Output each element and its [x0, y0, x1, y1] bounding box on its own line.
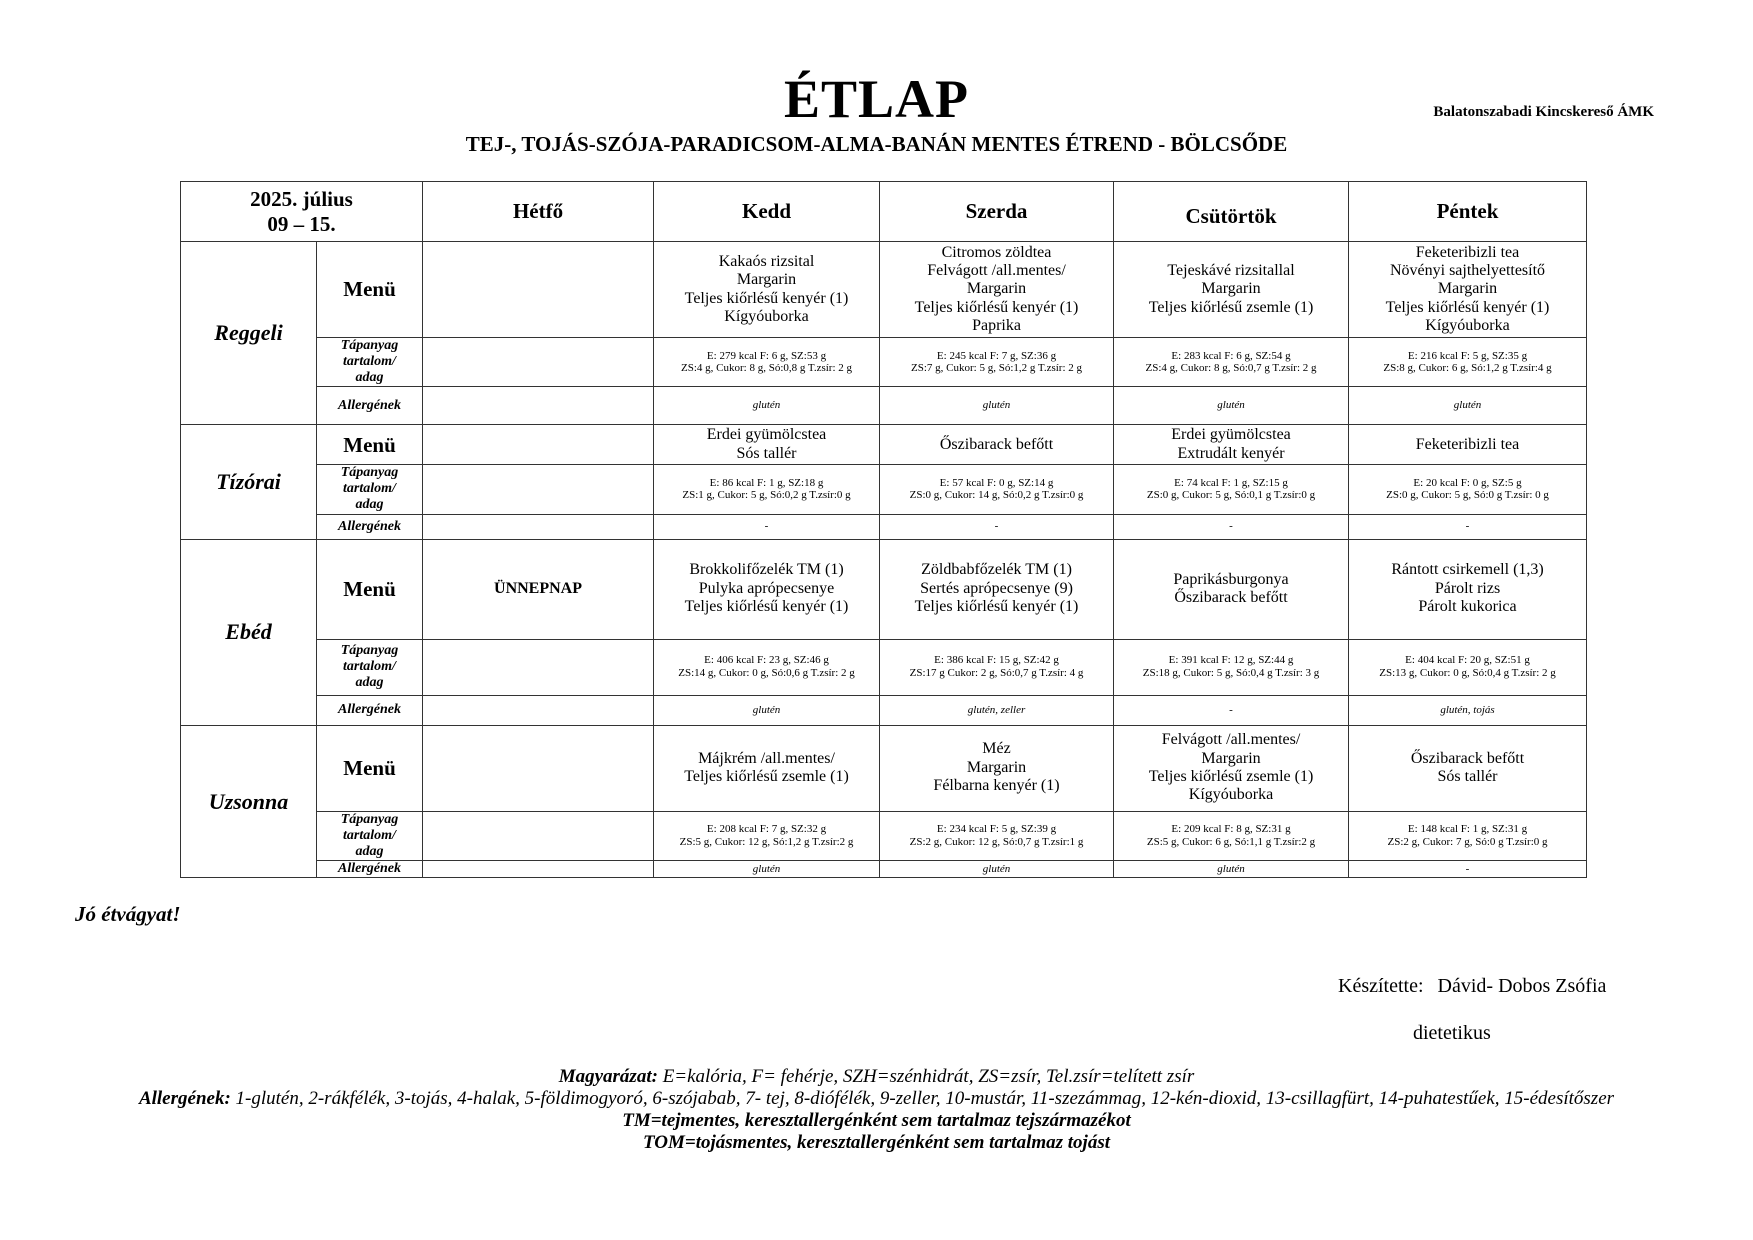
holiday-label: ÜNNEPNAP — [494, 579, 583, 597]
nutrition-line: ZS:18 g, Cukor: 5 g, Só:0,4 g T.zsír: 3 g — [1142, 667, 1320, 680]
page-subtitle: TEJ-, TOJÁS-SZÓJA-PARADICSOM-ALMA-BANÁN MENTES ÉTREND - BÖLCSŐDE — [465, 132, 1288, 156]
legend-abbreviations — [100, 1066, 1653, 1088]
menu-item: Sós tallér — [736, 444, 797, 462]
menu-item: Citromos zöldtea — [941, 243, 1052, 261]
menu-item: Feketeribizli tea — [1415, 435, 1520, 453]
menu-row-label: Menü — [317, 242, 423, 338]
meal-name: Uzsonna — [181, 725, 317, 877]
tm-note: TM=tejmentes, keresztallergénként sem tartalmaz tejszármazékot — [622, 1110, 1131, 1131]
nutrition-label-line: Tápanyag — [340, 642, 399, 658]
day-header-tuesday: Kedd — [654, 182, 880, 242]
nutrition-line: E: 148 kcal F: 1 g, SZ:31 g — [1407, 823, 1528, 836]
nutrition-line: E: 57 kcal F: 0 g, SZ:14 g — [939, 476, 1054, 489]
allergens-text: 1-glutén, 2-rákfélék, 3-tojás, 4-halak, 5-földimogyoró, 6-szójabab, 7- tej, 8-diófélék, 9-zeller, 10-mustár, 11-szezámmag, 12-kén-dioxid, 13-csillagfürt, 14-puhatestűek, 15-édesítőszer — [230, 1088, 1615, 1109]
nutrition-line: E: 283 kcal F: 6 g, SZ:54 g — [1171, 349, 1291, 362]
prepared-by-label: Készítette: — [1338, 975, 1424, 997]
nutrition-cell-tuesday — [654, 639, 880, 695]
menu-row-label: Menü — [317, 539, 423, 639]
day-header-wednesday: Szerda — [880, 182, 1114, 242]
menu-item: Kakaós rizsital — [718, 252, 815, 270]
meal-menu-row — [181, 425, 1587, 465]
menu-item: Májkrém /all.mentes/ — [698, 749, 835, 767]
nutrition-line: ZS:4 g, Cukor: 8 g, Só:0,7 g T.zsír: 2 g — [1145, 362, 1317, 375]
nutrition-cell-monday — [423, 639, 654, 695]
nutrition-line: E: 20 kcal F: 0 g, SZ:5 g — [1413, 476, 1522, 489]
day-header-thursday: Csütörtök — [1114, 182, 1349, 242]
menu-cell-thursday — [1114, 539, 1349, 639]
menu-item: Méz — [982, 740, 1011, 758]
menu-item: Teljes kiőrlésű kenyér (1) — [914, 598, 1079, 616]
menu-item: Margarin — [736, 271, 797, 289]
legend-label: Magyarázat: — [558, 1066, 658, 1087]
nutrition-label-line: tartalom/ — [343, 354, 396, 370]
nutrition-line: ZS:1 g, Cukor: 5 g, Só:0,2 g T.zsír:0 g — [682, 489, 851, 502]
menu-cell-monday — [423, 425, 654, 465]
menu-cell-wednesday — [880, 242, 1114, 338]
allergen-cell-thursday: glutén — [1114, 860, 1349, 877]
menu-item: Tejeskávé rizsitallal — [1167, 261, 1295, 279]
allergen-row-label: Allergének — [317, 514, 423, 539]
menu-item: Margarin — [1437, 280, 1498, 298]
menu-item: Margarin — [1201, 280, 1261, 298]
menu-cell-tuesday — [654, 725, 880, 811]
menu-item: Teljes kiőrlésű kenyér (1) — [684, 289, 849, 307]
allergen-cell-monday — [423, 387, 654, 425]
menu-item: Teljes kiőrlésű zsemle (1) — [1148, 768, 1314, 786]
meal-allergen-row — [181, 514, 1587, 539]
meal-allergen-row — [181, 695, 1587, 725]
nutrition-cell-thursday — [1114, 465, 1349, 514]
nutrition-cell-tuesday — [654, 465, 880, 514]
nutrition-cell-thursday — [1114, 811, 1349, 860]
allergen-cell-wednesday: - — [880, 514, 1114, 539]
allergen-cell-friday: - — [1349, 860, 1587, 877]
allergen-cell-tuesday: glutén — [654, 860, 880, 877]
meal-name: Tízórai — [181, 425, 317, 539]
menu-item: Extrudált kenyér — [1177, 444, 1285, 462]
menu-cell-monday — [423, 242, 654, 338]
date-line-1: 2025. július — [250, 187, 353, 212]
menu-cell-monday — [423, 725, 654, 811]
menu-cell-monday — [423, 539, 654, 639]
nutrition-line: E: 234 kcal F: 5 g, SZ:39 g — [936, 823, 1057, 836]
meal-menu-row — [181, 725, 1587, 811]
menu-item: Kígyóuborka — [724, 307, 809, 325]
menu-cell-thursday — [1114, 425, 1349, 465]
nutrition-line: E: 209 kcal F: 8 g, SZ:31 g — [1171, 823, 1291, 836]
nutrition-label-line: adag — [355, 675, 384, 691]
nutrition-row-label — [317, 338, 423, 387]
menu-item: Őszibarack befőtt — [1410, 749, 1525, 767]
menu-cell-friday — [1349, 725, 1587, 811]
nutrition-cell-friday — [1349, 465, 1587, 514]
nutrition-cell-friday — [1349, 811, 1587, 860]
allergen-cell-tuesday: glutén — [654, 387, 880, 425]
menu-item: Erdei gyümölcstea — [1171, 426, 1291, 444]
nutrition-label-line: tartalom/ — [343, 659, 396, 675]
nutrition-line: ZS:0 g, Cukor: 5 g, Só:0 g T.zsír: 0 g — [1386, 489, 1549, 502]
menu-item: Teljes kiőrlésű zsemle (1) — [1148, 298, 1314, 316]
nutrition-cell-tuesday — [654, 811, 880, 860]
menu-item: Őszibarack befőtt — [939, 435, 1054, 453]
page-title: ÉTLAP — [783, 69, 970, 129]
nutrition-cell-wednesday — [880, 338, 1114, 387]
menu-cell-tuesday — [654, 425, 880, 465]
menu-item: Pulyka aprópecsenye — [698, 579, 835, 597]
nutrition-line: ZS:8 g, Cukor: 6 g, Só:1,2 g T.zsír:4 g — [1383, 362, 1552, 375]
nutrition-label-line: tartalom/ — [343, 481, 396, 497]
menu-item: Kígyóuborka — [1425, 317, 1510, 335]
nutrition-cell-monday — [423, 465, 654, 514]
menu-cell-wednesday — [880, 539, 1114, 639]
menu-item: Teljes kiőrlésű kenyér (1) — [914, 298, 1079, 316]
allergen-cell-wednesday: glutén, zeller — [880, 695, 1114, 725]
allergen-row-label: Allergének — [317, 387, 423, 425]
nutrition-line: E: 406 kcal F: 23 g, SZ:46 g — [704, 654, 829, 667]
tom-note: TOM=tojásmentes, keresztallergénként sem tartalmaz tojást — [642, 1132, 1111, 1153]
menu-item: Paprikásburgonya — [1173, 570, 1289, 588]
menu-item: Sós tallér — [1437, 768, 1498, 786]
nutrition-row-label — [317, 811, 423, 860]
meal-name: Ebéd — [181, 539, 317, 725]
menu-item: Feketeribizli tea — [1415, 243, 1520, 261]
allergen-row-label: Allergének — [317, 860, 423, 877]
allergen-cell-tuesday: - — [654, 514, 880, 539]
allergen-cell-monday — [423, 514, 654, 539]
menu-cell-thursday — [1114, 725, 1349, 811]
menu-cell-wednesday — [880, 425, 1114, 465]
menu-item: Margarin — [966, 280, 1027, 298]
allergen-cell-monday — [423, 860, 654, 877]
prepared-by — [1338, 975, 1606, 998]
menu-cell-friday — [1349, 425, 1587, 465]
meal-allergen-row — [181, 860, 1587, 877]
allergen-cell-friday: - — [1349, 514, 1587, 539]
nutrition-line: ZS:5 g, Cukor: 6 g, Só:1,1 g T.zsír:2 g — [1146, 835, 1316, 848]
meal-menu-row — [181, 539, 1587, 639]
meal-name: Reggeli — [181, 242, 317, 425]
allergen-cell-friday: glutén, tojás — [1349, 695, 1587, 725]
nutrition-cell-friday — [1349, 338, 1587, 387]
menu-item: Félbarna kenyér (1) — [933, 777, 1060, 795]
nutrition-line: ZS:2 g, Cukor: 7 g, Só:0 g T.zsír:0 g — [1387, 835, 1548, 848]
nutrition-line: E: 404 kcal F: 20 g, SZ:51 g — [1405, 654, 1530, 667]
allergens-label: Allergének: — [138, 1088, 231, 1109]
menu-cell-wednesday — [880, 725, 1114, 811]
menu-table — [180, 181, 1587, 878]
nutrition-cell-wednesday — [880, 465, 1114, 514]
greeting: Jó étvágyat! — [75, 902, 181, 926]
menu-row-label: Menü — [317, 425, 423, 465]
header-row — [181, 182, 1587, 242]
allergen-cell-friday: glutén — [1349, 387, 1587, 425]
menu-item: Kígyóuborka — [1188, 786, 1274, 804]
nutrition-line: E: 386 kcal F: 15 g, SZ:42 g — [934, 654, 1059, 667]
nutrition-label-line: Tápanyag — [340, 811, 399, 827]
menu-item: Rántott csirkemell (1,3) — [1391, 561, 1544, 579]
nutrition-label-line: adag — [355, 497, 384, 513]
nutrition-row-label — [317, 465, 423, 514]
nutrition-line: ZS:2 g, Cukor: 12 g, Só:0,7 g T.zsír:1 g — [909, 835, 1084, 848]
menu-item: Teljes kiőrlésű zsemle (1) — [684, 768, 849, 786]
date-range-cell — [181, 182, 423, 242]
nutrition-line: E: 74 kcal F: 1 g, SZ:15 g — [1174, 476, 1288, 489]
nutrition-label-line: Tápanyag — [340, 465, 399, 481]
meal-nutrition-row — [181, 465, 1587, 514]
day-header-friday: Péntek — [1349, 182, 1587, 242]
menu-item: Zöldbabfőzelék TM (1) — [921, 561, 1072, 579]
allergen-cell-thursday: - — [1114, 514, 1349, 539]
meal-menu-row — [181, 242, 1587, 338]
nutrition-row-label — [317, 639, 423, 695]
allergen-cell-thursday: glutén — [1114, 387, 1349, 425]
menu-item: Brokkolifőzelék TM (1) — [689, 561, 844, 579]
allergen-cell-wednesday: glutén — [880, 860, 1114, 877]
legend — [100, 1066, 1653, 1154]
allergen-cell-wednesday: glutén — [880, 387, 1114, 425]
menu-cell-tuesday — [654, 539, 880, 639]
menu-item: Őszibarack befőtt — [1174, 589, 1288, 607]
nutrition-cell-tuesday — [654, 338, 880, 387]
nutrition-cell-monday — [423, 338, 654, 387]
nutrition-line: ZS:17 g Cukor: 2 g, Só:0,7 g T.zsír: 4 g — [909, 667, 1084, 680]
legend-text: E=kalória, F= fehérje, SZH=szénhidrát, ZS=zsír, Tel.zsír=telített zsír — [657, 1066, 1195, 1087]
legend-allergens — [100, 1088, 1653, 1110]
nutrition-cell-friday — [1349, 639, 1587, 695]
nutrition-line: ZS:14 g, Cukor: 0 g, Só:0,6 g T.zsír: 2 g — [678, 667, 855, 680]
nutrition-cell-thursday — [1114, 338, 1349, 387]
menu-item: Paprika — [972, 317, 1021, 335]
menu-item: Párolt rizs — [1434, 579, 1501, 597]
menu-item: Teljes kiőrlésű kenyér (1) — [1385, 298, 1550, 316]
preparer-role: dietetikus — [1413, 1022, 1491, 1044]
menu-cell-thursday — [1114, 242, 1349, 338]
menu-cell-tuesday — [654, 242, 880, 338]
date-line-2: 09 – 15. — [267, 211, 336, 236]
menu-item: Margarin — [966, 758, 1027, 776]
allergen-cell-tuesday: glutén — [654, 695, 880, 725]
menu-cell-friday — [1349, 242, 1587, 338]
nutrition-line: E: 216 kcal F: 5 g, SZ:35 g — [1407, 349, 1528, 362]
menu-item: Sertés aprópecsenye (9) — [920, 579, 1073, 597]
menu-item: Margarin — [1201, 749, 1261, 767]
nutrition-label-line: adag — [355, 370, 384, 386]
allergen-cell-monday — [423, 695, 654, 725]
meal-allergen-row — [181, 387, 1587, 425]
menu-cell-friday — [1349, 539, 1587, 639]
menu-item: Teljes kiőrlésű kenyér (1) — [684, 598, 849, 616]
nutrition-line: ZS:4 g, Cukor: 8 g, Só:0,8 g T.zsír: 2 g — [681, 362, 853, 375]
nutrition-cell-thursday — [1114, 639, 1349, 695]
nutrition-line: E: 391 kcal F: 12 g, SZ:44 g — [1168, 654, 1294, 667]
nutrition-label-line: adag — [355, 843, 384, 859]
menu-row-label: Menü — [317, 725, 423, 811]
nutrition-line: E: 208 kcal F: 7 g, SZ:32 g — [706, 823, 827, 836]
menu-item: Erdei gyümölcstea — [706, 426, 827, 444]
meal-nutrition-row — [181, 338, 1587, 387]
allergen-cell-thursday: - — [1114, 695, 1349, 725]
allergen-row-label: Allergének — [317, 695, 423, 725]
nutrition-line: ZS:13 g, Cukor: 0 g, Só:0,4 g T.zsír: 2 g — [1379, 667, 1556, 680]
menu-item: Felvágott /all.mentes/ — [1161, 731, 1301, 749]
meal-nutrition-row — [181, 811, 1587, 860]
nutrition-label-line: tartalom/ — [343, 827, 396, 843]
prepared-by-name: Dávid- Dobos Zsófia — [1437, 975, 1607, 997]
organization-name: Balatonszabadi Kincskereső ÁMK — [1433, 104, 1654, 120]
menu-item: Felvágott /all.mentes/ — [927, 261, 1066, 279]
day-header-monday: Hétfő — [423, 182, 654, 242]
nutrition-line: ZS:0 g, Cukor: 5 g, Só:0,1 g T.zsír:0 g — [1146, 489, 1316, 502]
nutrition-line: ZS:7 g, Cukor: 5 g, Só:1,2 g T.zsír: 2 g — [911, 362, 1083, 375]
nutrition-line: E: 245 kcal F: 7 g, SZ:36 g — [936, 349, 1057, 362]
meal-nutrition-row — [181, 639, 1587, 695]
menu-item: Párolt kukorica — [1418, 598, 1517, 616]
nutrition-line: ZS:0 g, Cukor: 14 g, Só:0,2 g T.zsír:0 g — [909, 489, 1084, 502]
nutrition-line: E: 86 kcal F: 1 g, SZ:18 g — [709, 476, 824, 489]
menu-item: Növényi sajthelyettesítő — [1389, 261, 1546, 279]
nutrition-cell-wednesday — [880, 811, 1114, 860]
nutrition-line: E: 279 kcal F: 6 g, SZ:53 g — [706, 349, 827, 362]
nutrition-cell-monday — [423, 811, 654, 860]
nutrition-line: ZS:5 g, Cukor: 12 g, Só:1,2 g T.zsír:2 g — [679, 835, 854, 848]
nutrition-label-line: Tápanyag — [340, 338, 399, 353]
nutrition-cell-wednesday — [880, 639, 1114, 695]
